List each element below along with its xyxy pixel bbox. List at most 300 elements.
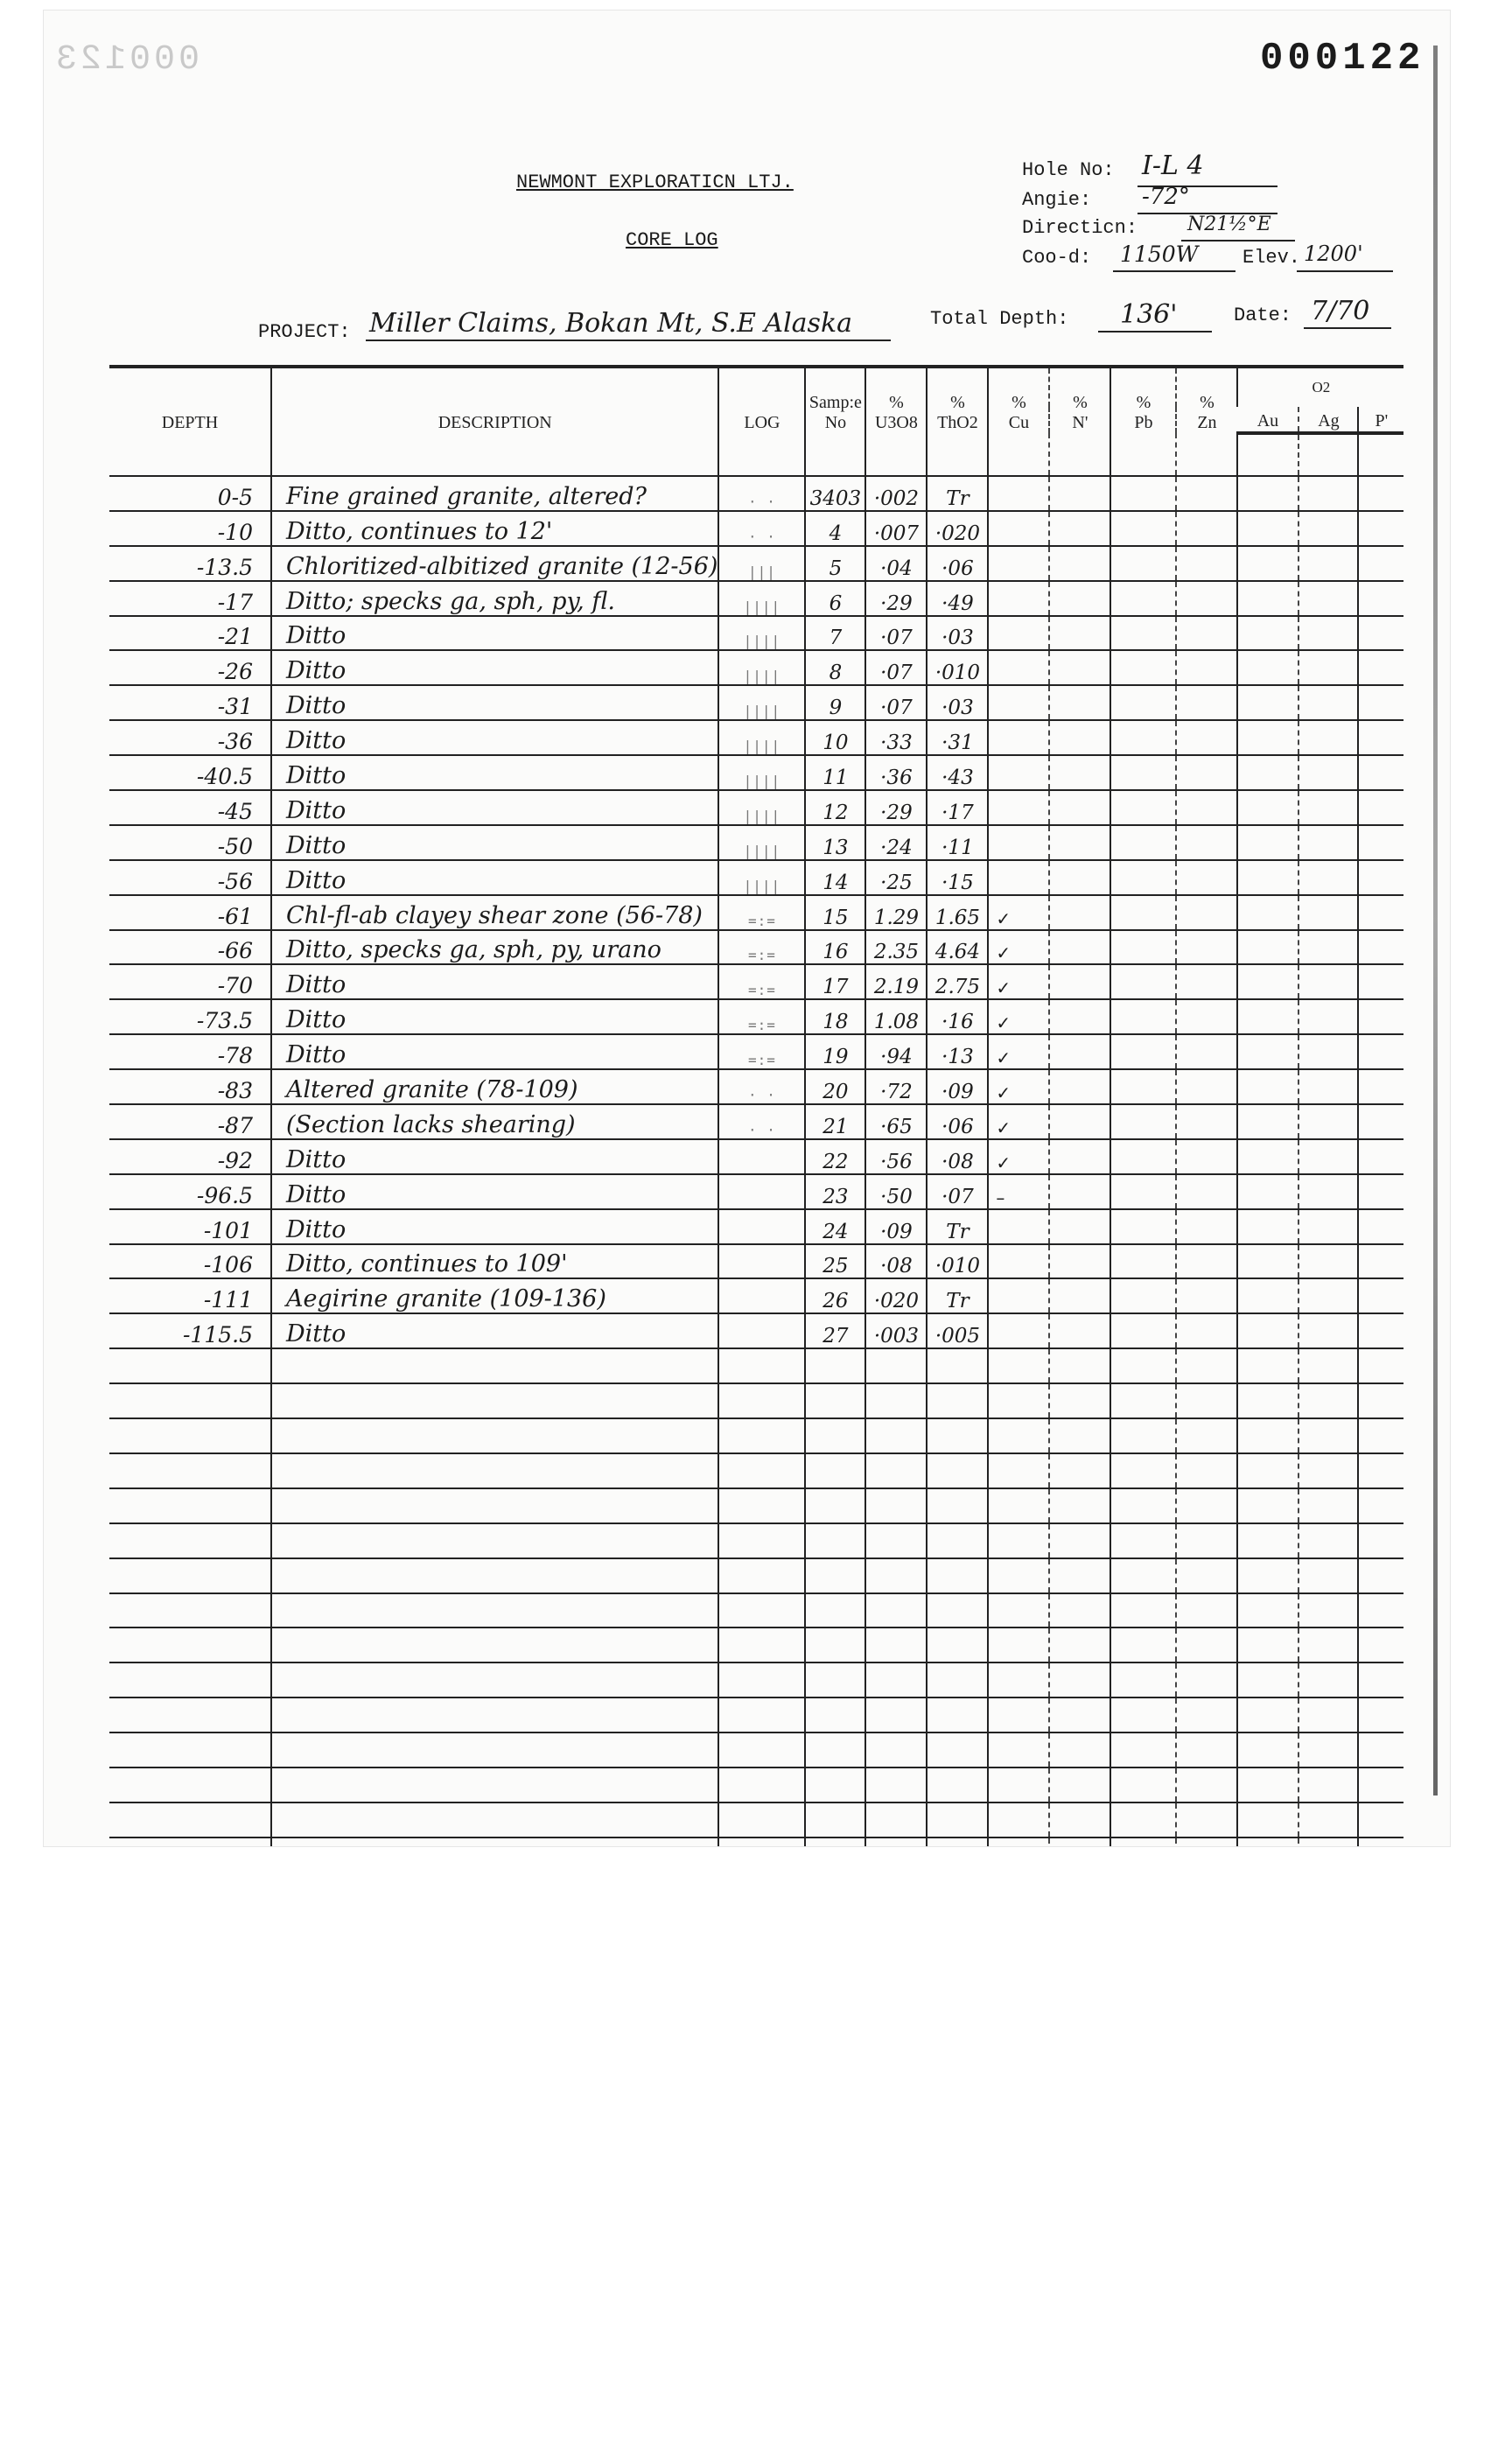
empty-cell <box>1298 1209 1358 1244</box>
empty-cell <box>1049 1313 1110 1348</box>
empty-cell <box>1298 755 1358 790</box>
empty-cell <box>805 1662 865 1698</box>
empty-cell <box>1358 720 1404 755</box>
log-symbol-cell: |||| <box>718 616 805 651</box>
table-body <box>109 433 1404 1846</box>
empty-cell <box>1049 1348 1110 1383</box>
depth-cell: -66 <box>109 930 271 965</box>
document-number: 000122 <box>1260 37 1425 80</box>
u3o8-cell: ·25 <box>865 860 927 895</box>
empty-cell <box>1110 1244 1176 1279</box>
sample-header-top: Samp:e <box>808 393 862 412</box>
depth-cell: -111 <box>109 1278 271 1313</box>
empty-cell <box>1110 1802 1176 1838</box>
empty-cell <box>1110 616 1176 651</box>
table-row <box>109 720 1404 755</box>
empty-cell <box>1110 964 1176 999</box>
table-row <box>109 1278 1404 1313</box>
empty-cell <box>1176 650 1237 685</box>
empty-cell <box>1358 1698 1404 1732</box>
depth-cell: -21 <box>109 616 271 651</box>
empty-cell <box>865 1768 927 1802</box>
empty-cell <box>1237 1698 1298 1732</box>
elev-label: Elev. <box>1242 247 1301 269</box>
empty-cell <box>1176 476 1237 511</box>
empty-cell <box>718 1768 805 1802</box>
zn-header-bottom: Zn <box>1197 413 1217 432</box>
sample-number-cell: 3403 <box>805 476 865 511</box>
empty-cell <box>1237 546 1298 581</box>
u3o8-header-top: % <box>889 393 904 412</box>
empty-cell <box>271 1488 718 1523</box>
project-value: Miller Claims, Bokan Mt, S.E Alaska <box>369 308 853 339</box>
log-symbol-cell: =:= <box>718 964 805 999</box>
empty-cell <box>1176 860 1237 895</box>
empty-cell <box>1237 964 1298 999</box>
table-row <box>109 1174 1404 1209</box>
empty-cell <box>1176 1698 1237 1732</box>
empty-cell <box>1049 1488 1110 1523</box>
cu-cell <box>988 720 1049 755</box>
depth-cell: -96.5 <box>109 1174 271 1209</box>
empty-cell <box>1176 433 1237 476</box>
u3o8-cell: ·33 <box>865 720 927 755</box>
empty-cell <box>1110 1139 1176 1174</box>
ni-header-top: % <box>1073 393 1088 412</box>
empty-cell <box>1358 790 1404 825</box>
empty-cell <box>1358 860 1404 895</box>
empty-cell <box>1237 1278 1298 1313</box>
u3o8-header-bottom: U3O8 <box>874 413 918 432</box>
tho2-cell: ·08 <box>927 1139 988 1174</box>
empty-cell <box>109 1662 271 1698</box>
blank-row <box>109 1523 1404 1558</box>
empty-cell <box>1049 1732 1110 1768</box>
empty-cell <box>1176 895 1237 930</box>
empty-cell <box>1176 1069 1237 1104</box>
empty-cell <box>109 1453 271 1488</box>
tho2-cell: Tr <box>927 1209 988 1244</box>
log-symbol-cell: =:= <box>718 930 805 965</box>
empty-cell <box>1358 1139 1404 1174</box>
empty-cell <box>1358 1662 1404 1698</box>
empty-cell <box>988 1418 1049 1453</box>
oz-group-header: O2 <box>1237 367 1404 407</box>
empty-cell <box>271 1768 718 1802</box>
u3o8-cell: ·07 <box>865 685 927 720</box>
empty-cell <box>865 1698 927 1732</box>
au-header: Au <box>1237 407 1298 433</box>
description-cell: Ditto <box>271 685 718 720</box>
empty-cell <box>1176 755 1237 790</box>
tho2-cell: ·005 <box>927 1313 988 1348</box>
elev-value: 1200' <box>1304 242 1363 266</box>
table-row <box>109 1244 1404 1279</box>
tho2-header <box>927 367 988 433</box>
log-symbol-cell: |||| <box>718 755 805 790</box>
tho2-cell: ·16 <box>927 999 988 1034</box>
log-symbol-cell: · · <box>718 1104 805 1139</box>
date-label: Date: <box>1234 304 1292 326</box>
empty-cell <box>1049 1662 1110 1698</box>
empty-cell <box>1049 860 1110 895</box>
empty-cell <box>865 1383 927 1418</box>
empty-cell <box>1049 720 1110 755</box>
empty-cell <box>865 1453 927 1488</box>
empty-cell <box>1110 1593 1176 1628</box>
empty-cell <box>718 1418 805 1453</box>
empty-cell <box>988 1732 1049 1768</box>
empty-cell <box>1176 720 1237 755</box>
table-row <box>109 1104 1404 1139</box>
u3o8-cell: ·04 <box>865 546 927 581</box>
empty-cell <box>1176 790 1237 825</box>
tho2-cell: ·09 <box>927 1069 988 1104</box>
empty-cell <box>805 1348 865 1383</box>
empty-cell <box>1176 1662 1237 1698</box>
depth-header: DEPTH <box>109 367 271 433</box>
empty-cell <box>988 1348 1049 1383</box>
tho2-cell: Tr <box>927 476 988 511</box>
empty-cell <box>988 1838 1049 1846</box>
empty-cell <box>1237 511 1298 546</box>
empty-cell <box>1176 1802 1237 1838</box>
tho2-cell: 2.75 <box>927 964 988 999</box>
empty-cell <box>865 1593 927 1628</box>
cu-cell: ✓ <box>988 895 1049 930</box>
sample-number-cell: 4 <box>805 511 865 546</box>
empty-cell <box>1110 1838 1176 1846</box>
tho2-cell: ·43 <box>927 755 988 790</box>
empty-cell <box>1110 1069 1176 1104</box>
empty-cell <box>271 1838 718 1846</box>
empty-cell <box>988 433 1049 476</box>
empty-cell <box>1358 433 1404 476</box>
empty-cell <box>1110 1278 1176 1313</box>
empty-cell <box>1110 999 1176 1034</box>
empty-cell <box>1298 685 1358 720</box>
empty-cell <box>1298 1244 1358 1279</box>
u3o8-cell: ·72 <box>865 1069 927 1104</box>
empty-cell <box>1358 964 1404 999</box>
log-symbol-cell: |||| <box>718 790 805 825</box>
total-depth-label: Total Depth: <box>930 308 1069 330</box>
empty-cell <box>865 1838 927 1846</box>
depth-cell: -106 <box>109 1244 271 1279</box>
empty-cell <box>1237 1383 1298 1418</box>
log-symbol-cell: · · <box>718 476 805 511</box>
empty-cell <box>805 1593 865 1628</box>
cu-cell: – <box>988 1174 1049 1209</box>
date-underline <box>1304 327 1391 329</box>
empty-cell <box>805 1698 865 1732</box>
description-cell: (Section lacks shearing) <box>271 1104 718 1139</box>
empty-cell <box>1176 1034 1237 1069</box>
empty-cell <box>865 1348 927 1383</box>
depth-cell: -115.5 <box>109 1313 271 1348</box>
empty-cell <box>109 1628 271 1662</box>
empty-cell <box>1110 930 1176 965</box>
empty-cell <box>1358 999 1404 1034</box>
empty-cell <box>718 1802 805 1838</box>
empty-cell <box>109 1488 271 1523</box>
sample-number-cell: 15 <box>805 895 865 930</box>
empty-cell <box>1176 1313 1237 1348</box>
empty-cell <box>805 433 865 476</box>
empty-cell <box>1237 1628 1298 1662</box>
empty-cell <box>718 1628 805 1662</box>
empty-cell <box>1237 825 1298 860</box>
depth-cell: -13.5 <box>109 546 271 581</box>
sample-number-cell: 13 <box>805 825 865 860</box>
empty-cell <box>1110 1698 1176 1732</box>
tho2-cell: ·13 <box>927 1034 988 1069</box>
empty-cell <box>1298 1453 1358 1488</box>
empty-cell <box>1049 1069 1110 1104</box>
empty-cell <box>1237 1802 1298 1838</box>
empty-cell <box>1358 511 1404 546</box>
sample-number-cell: 20 <box>805 1069 865 1104</box>
empty-cell <box>718 1838 805 1846</box>
empty-cell <box>988 1453 1049 1488</box>
empty-cell <box>1298 1802 1358 1838</box>
empty-cell <box>1049 1698 1110 1732</box>
depth-cell: -50 <box>109 825 271 860</box>
empty-cell <box>1049 581 1110 616</box>
empty-cell <box>1110 433 1176 476</box>
empty-cell <box>927 1418 988 1453</box>
description-cell: Ditto <box>271 790 718 825</box>
sample-number-cell: 18 <box>805 999 865 1034</box>
empty-cell <box>1110 755 1176 790</box>
empty-cell <box>1049 1139 1110 1174</box>
u3o8-cell: 2.35 <box>865 930 927 965</box>
empty-cell <box>1049 1209 1110 1244</box>
empty-cell <box>927 433 988 476</box>
description-cell: Chl-fl-ab clayey shear zone (56-78) <box>271 895 718 930</box>
empty-cell <box>109 1383 271 1418</box>
empty-cell <box>1176 511 1237 546</box>
empty-cell <box>1176 964 1237 999</box>
empty-cell <box>1358 685 1404 720</box>
empty-cell <box>1176 1418 1237 1453</box>
log-symbol-cell: ||| <box>718 546 805 581</box>
empty-cell <box>1176 1628 1237 1662</box>
cu-cell <box>988 1278 1049 1313</box>
empty-cell <box>988 1593 1049 1628</box>
table-row <box>109 1034 1404 1069</box>
core-log-sheet <box>44 10 1450 1846</box>
sample-number-cell: 24 <box>805 1209 865 1244</box>
sample-number-cell: 27 <box>805 1313 865 1348</box>
empty-cell <box>1110 546 1176 581</box>
empty-cell <box>1237 1069 1298 1104</box>
empty-cell <box>109 1838 271 1846</box>
log-symbol-cell <box>718 1278 805 1313</box>
empty-cell <box>1049 964 1110 999</box>
cu-cell <box>988 511 1049 546</box>
empty-cell <box>1298 1662 1358 1698</box>
description-cell: Ditto <box>271 1034 718 1069</box>
empty-cell <box>1176 1593 1237 1628</box>
direction-value: N21½°E <box>1187 214 1271 235</box>
empty-cell <box>927 1593 988 1628</box>
description-cell: Ditto <box>271 964 718 999</box>
empty-cell <box>1237 1313 1298 1348</box>
tho2-cell: ·07 <box>927 1174 988 1209</box>
empty-cell <box>1049 1453 1110 1488</box>
log-symbol-cell: =:= <box>718 895 805 930</box>
empty-cell <box>927 1628 988 1662</box>
empty-cell <box>1110 1383 1176 1418</box>
empty-cell <box>1298 1558 1358 1593</box>
empty-cell <box>1298 1488 1358 1523</box>
empty-cell <box>865 1488 927 1523</box>
sample-number-cell: 12 <box>805 790 865 825</box>
empty-cell <box>1049 895 1110 930</box>
empty-cell <box>1298 1034 1358 1069</box>
empty-cell <box>865 433 927 476</box>
empty-cell <box>1237 895 1298 930</box>
sample-header-bottom: No <box>824 413 847 432</box>
empty-cell <box>1298 1628 1358 1662</box>
empty-cell <box>927 1523 988 1558</box>
empty-cell <box>1049 1558 1110 1593</box>
log-symbol-cell: =:= <box>718 1034 805 1069</box>
empty-cell <box>1358 1488 1404 1523</box>
empty-cell <box>1298 1104 1358 1139</box>
cu-header <box>988 367 1049 433</box>
empty-cell <box>1237 790 1298 825</box>
empty-cell <box>1358 755 1404 790</box>
empty-cell <box>1298 1313 1358 1348</box>
depth-cell: -87 <box>109 1104 271 1139</box>
empty-cell <box>1358 930 1404 965</box>
tho2-cell: Tr <box>927 1278 988 1313</box>
empty-cell <box>1049 650 1110 685</box>
empty-cell <box>1358 1383 1404 1418</box>
blank-row <box>109 1418 1404 1453</box>
empty-cell <box>1298 1278 1358 1313</box>
hole-value: I-L 4 <box>1142 150 1204 181</box>
empty-cell <box>865 1628 927 1662</box>
blank-row <box>109 1348 1404 1383</box>
depth-cell: -61 <box>109 895 271 930</box>
angle-label: Angie: <box>1022 189 1092 211</box>
cu-cell <box>988 1209 1049 1244</box>
empty-cell <box>1237 1662 1298 1698</box>
tho2-cell: ·010 <box>927 650 988 685</box>
sample-number-cell: 14 <box>805 860 865 895</box>
cu-cell: ✓ <box>988 1034 1049 1069</box>
empty-cell <box>1049 1034 1110 1069</box>
empty-cell <box>1110 720 1176 755</box>
empty-cell <box>1176 1838 1237 1846</box>
table-row <box>109 1313 1404 1348</box>
empty-cell <box>1237 999 1298 1034</box>
empty-cell <box>1049 930 1110 965</box>
log-symbol-cell: =:= <box>718 999 805 1034</box>
sample-number-cell: 5 <box>805 546 865 581</box>
u3o8-cell: ·09 <box>865 1209 927 1244</box>
empty-cell <box>988 1523 1049 1558</box>
empty-cell <box>109 1732 271 1768</box>
empty-cell <box>1298 1069 1358 1104</box>
log-symbol-cell <box>718 1139 805 1174</box>
empty-cell <box>1237 1034 1298 1069</box>
empty-cell <box>1110 1768 1176 1802</box>
empty-cell <box>109 1593 271 1628</box>
sample-number-cell: 8 <box>805 650 865 685</box>
empty-cell <box>1176 1383 1237 1418</box>
empty-cell <box>1237 755 1298 790</box>
description-cell: Ditto <box>271 720 718 755</box>
empty-cell <box>1358 1104 1404 1139</box>
cu-cell: ✓ <box>988 930 1049 965</box>
table-row <box>109 825 1404 860</box>
u3o8-cell: ·003 <box>865 1313 927 1348</box>
empty-cell <box>1298 1838 1358 1846</box>
empty-cell <box>865 1662 927 1698</box>
cu-cell <box>988 685 1049 720</box>
empty-cell <box>1049 1104 1110 1139</box>
sample-number-cell: 21 <box>805 1104 865 1139</box>
coord-label: Coo-d: <box>1022 247 1092 269</box>
empty-cell <box>718 1453 805 1488</box>
empty-cell <box>1358 1069 1404 1104</box>
empty-cell <box>1110 650 1176 685</box>
empty-cell <box>1298 790 1358 825</box>
depth-cell: -83 <box>109 1069 271 1104</box>
log-symbol-cell: |||| <box>718 720 805 755</box>
log-symbol-cell <box>718 1244 805 1279</box>
description-cell: Ditto <box>271 1313 718 1348</box>
empty-cell <box>1049 1838 1110 1846</box>
u3o8-cell: ·08 <box>865 1244 927 1279</box>
u3o8-cell: ·020 <box>865 1278 927 1313</box>
empty-cell <box>1110 860 1176 895</box>
blank-row <box>109 1698 1404 1732</box>
description-cell: Aegirine granite (109-136) <box>271 1278 718 1313</box>
empty-cell <box>1358 825 1404 860</box>
table-row <box>109 581 1404 616</box>
empty-cell <box>927 1488 988 1523</box>
empty-cell <box>1049 1418 1110 1453</box>
description-cell: Ditto <box>271 1174 718 1209</box>
blank-row <box>109 1628 1404 1662</box>
depth-cell: -92 <box>109 1139 271 1174</box>
cu-cell <box>988 755 1049 790</box>
description-cell: Ditto <box>271 650 718 685</box>
empty-cell <box>1358 1278 1404 1313</box>
depth-cell: -73.5 <box>109 999 271 1034</box>
empty-cell <box>1049 999 1110 1034</box>
empty-cell <box>927 1662 988 1698</box>
empty-cell <box>1237 616 1298 651</box>
pb-header-top: % <box>1136 393 1152 412</box>
blank-row <box>109 1768 1404 1802</box>
empty-cell <box>988 1383 1049 1418</box>
empty-cell <box>1358 1558 1404 1593</box>
table-row <box>109 616 1404 651</box>
empty-cell <box>109 1558 271 1593</box>
empty-cell <box>1049 511 1110 546</box>
empty-cell <box>109 1698 271 1732</box>
depth-cell: -31 <box>109 685 271 720</box>
empty-cell <box>271 1523 718 1558</box>
tho2-cell: ·06 <box>927 546 988 581</box>
empty-cell <box>1298 511 1358 546</box>
